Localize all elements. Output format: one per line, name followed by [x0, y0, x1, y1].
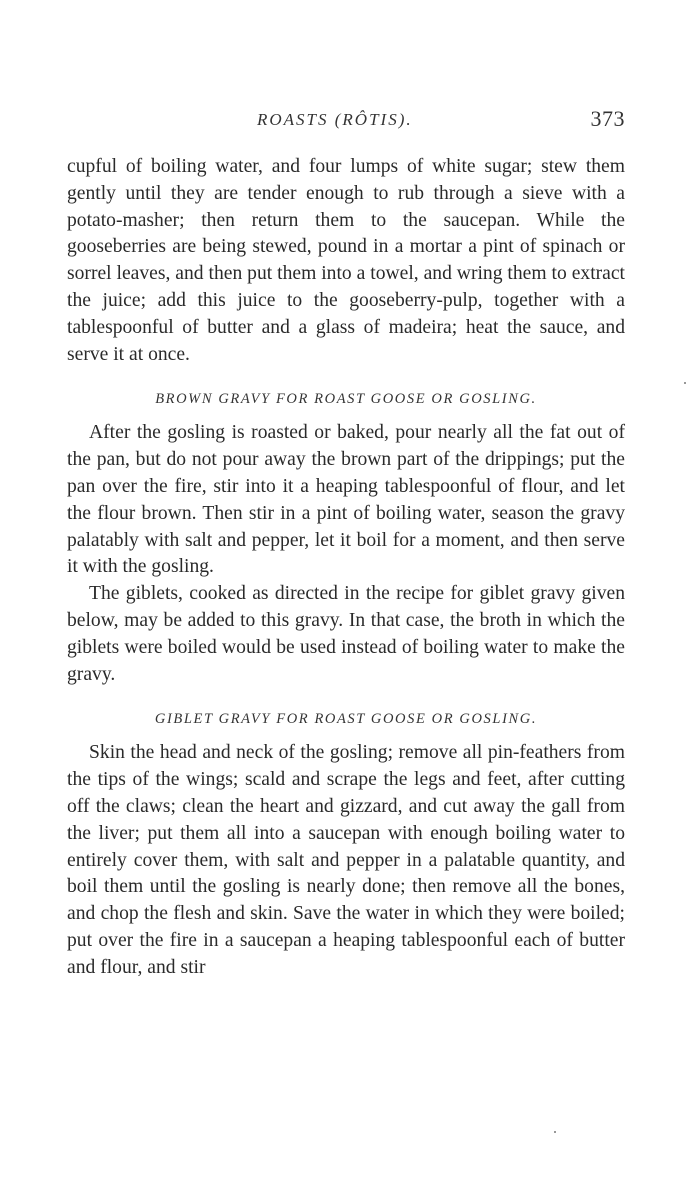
section-heading-brown-gravy: BROWN GRAVY FOR ROAST GOOSE OR GOSLING. [155, 391, 537, 408]
brown-gravy-paragraph: After the gosling is roasted or baked, pour nearly all the fat out of the pan, but do not pour away the brown part of the drippings; put the pan over the fire, stir into it a heaping tablespoonful of flour, and let the flour brown. Then stir in a pint of boiling water, season the gravy palatably with salt and pepper, let it boil for a moment, and then serve it with the gosling. [67, 422, 625, 578]
paper-speck [554, 1131, 556, 1133]
paper-speck [684, 382, 686, 384]
page-number: 373 [590, 106, 625, 131]
giblets-note-paragraph: The giblets, cooked as directed in the recipe for giblet gravy given below, may be added to this gravy. In that case, the broth in which the giblets were boiled would be used instead of boiling water to make the gravy. [67, 583, 625, 685]
running-title: ROASTS (RÔTIS). [257, 110, 413, 129]
giblet-gravy-paragraph: Skin the head and neck of the gosling; remove all pin-feathers from the tips of the wings; scald and scrape the legs and feet, after cutting off the claws; clean the heart and gizzard, and cut away the gall from the liver; put them all into a saucepan with enough boiling water to entirely cover them, with salt and pepper in a palatable quantity, and boil them until the gosling is nearly done; then remove all the bones, and chop the flesh and skin. Save the water in which they were boiled; put over the fire in a saucepan a heaping tablespoonful each of butter and flour, and stir [67, 742, 625, 978]
section-heading-giblet-gravy: GIBLET GRAVY FOR ROAST GOOSE OR GOSLING. [154, 711, 538, 728]
running-head [67, 106, 625, 140]
page-body [67, 154, 625, 982]
continued-paragraph: cupful of boiling water, and four lumps of white sugar; stew them gently until they are tender enough to rub through a sieve with a potato-masher; then return them to the saucepan. While the gooseberries are being stewed, pound in a mortar a pint of spinach or sorrel leaves, and then put them into a towel, and wring them to extract the juice; add this juice to the gooseberry-pulp, together with a tablespoonful of butter and a glass of madeira; heat the sauce, and serve it at once. [67, 156, 625, 365]
